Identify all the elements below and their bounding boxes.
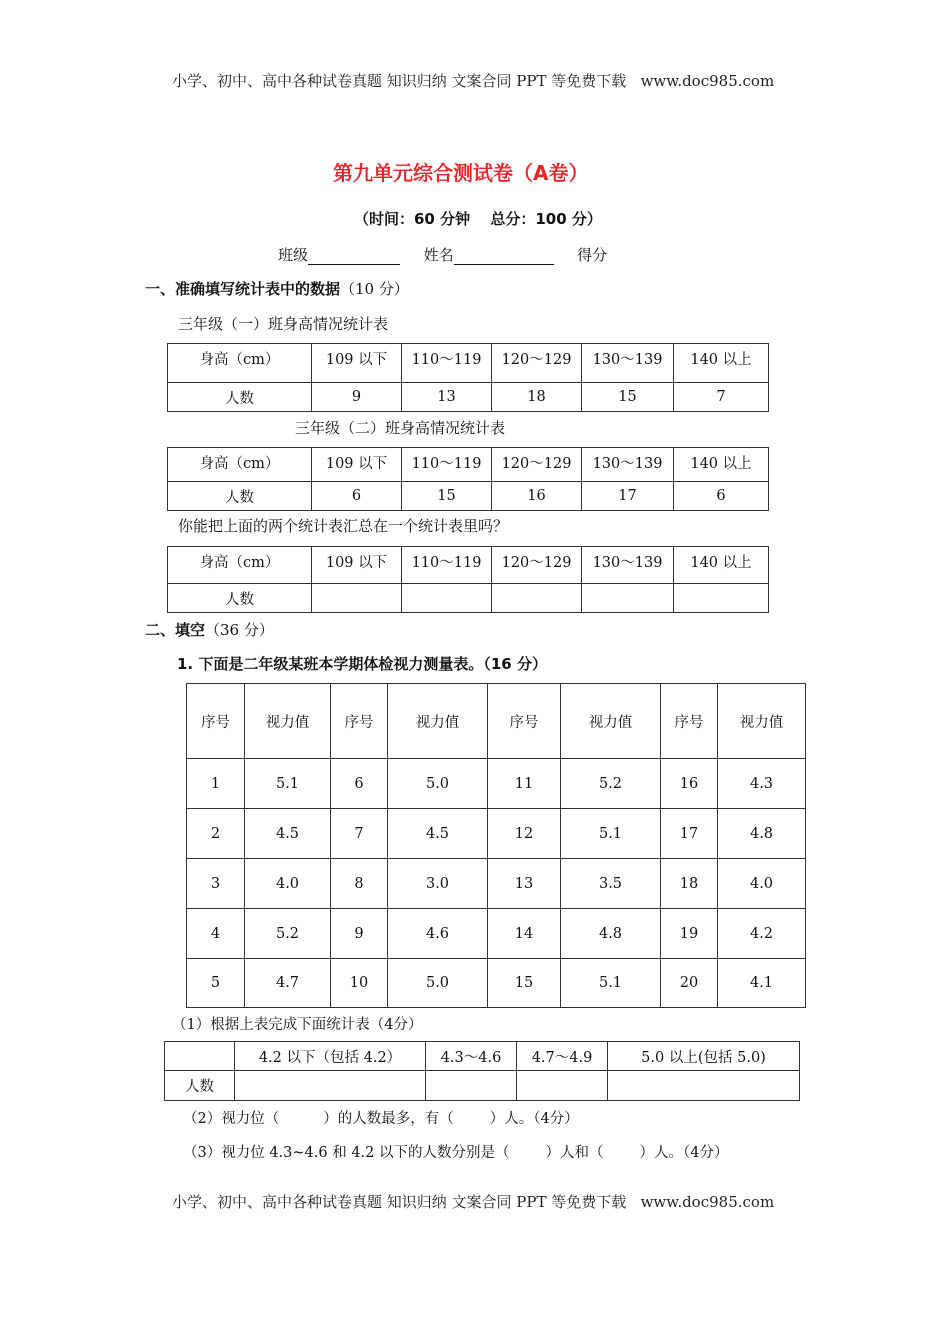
page-title: 第九单元综合测试卷（A卷）: [333, 161, 589, 185]
header-cell: 140 以上: [674, 547, 769, 584]
vision-header-cell: 视力值: [245, 684, 331, 759]
footer-watermark: [172, 1191, 774, 1212]
value-cell: 15: [402, 482, 492, 511]
vision-cell: 16: [661, 759, 718, 809]
value-cell: 17: [582, 482, 674, 511]
blank-cell[interactable]: [235, 1071, 426, 1101]
vision-cell: 18: [661, 859, 718, 909]
sub3-text-b: ）人和（: [545, 1145, 604, 1161]
blank-cell[interactable]: [426, 1071, 517, 1101]
vision-cell: 13: [488, 859, 561, 909]
table-row: [187, 759, 806, 809]
value-cell: 16: [492, 482, 582, 511]
header-cell: 110～119: [402, 344, 492, 383]
sub2-text-a: （2）视力位（: [183, 1111, 280, 1127]
vision-cell: 8: [331, 859, 388, 909]
vision-cell: 4.8: [561, 909, 661, 959]
header-cell: 130～139: [582, 547, 674, 584]
header-cell: 130～139: [582, 344, 674, 383]
header-cell: 140 以上: [674, 448, 769, 482]
vision-cell: 3.0: [388, 859, 488, 909]
vision-header-cell: 序号: [331, 684, 388, 759]
sub-question-2: [183, 1107, 579, 1128]
blank-cell[interactable]: [492, 584, 582, 613]
row-label: 人数: [168, 584, 312, 613]
vision-cell: 5.1: [561, 809, 661, 859]
vision-cell: 4.6: [388, 909, 488, 959]
table-row: [187, 809, 806, 859]
vision-cell: 4.8: [718, 809, 806, 859]
name-blank[interactable]: [454, 248, 554, 265]
section2-title: 二、填空: [145, 621, 206, 639]
stat-header-cell: 4.2 以下（包括 4.2）: [235, 1042, 426, 1071]
stat-header-cell: 4.3～4.6: [426, 1042, 517, 1071]
vision-cell: 6: [331, 759, 388, 809]
vision-header-cell: 视力值: [561, 684, 661, 759]
vision-cell: 4.5: [245, 809, 331, 859]
name-label: 姓名: [423, 246, 454, 264]
vision-cell: 5.1: [561, 959, 661, 1008]
vision-cell: 4.3: [718, 759, 806, 809]
section2-points: （36 分）: [205, 621, 274, 639]
value-cell: 18: [492, 383, 582, 412]
header-cell: 120～129: [492, 448, 582, 482]
vision-cell: 1: [187, 759, 245, 809]
sub2-text-b: ）的人数最多，有（: [323, 1111, 454, 1127]
blank-cell[interactable]: [582, 584, 674, 613]
table-row: [187, 859, 806, 909]
value-cell: 9: [312, 383, 402, 412]
exam-time-score: （时间：60 分钟 总分：100 分）: [354, 210, 602, 228]
vision-table: [186, 683, 806, 1008]
vision-cell: 19: [661, 909, 718, 959]
header-cell: 身高（cm）: [168, 547, 312, 584]
header-cell: 109 以下: [312, 344, 402, 383]
value-cell: 6: [674, 482, 769, 511]
header-watermark: [172, 70, 774, 91]
score-label: 得分: [577, 246, 608, 264]
question-1: 1. 下面是二年级某班本学期体检视力测量表。（16 分）: [177, 655, 547, 673]
header-cell: 身高（cm）: [168, 344, 312, 383]
vision-cell: 5.0: [388, 959, 488, 1008]
header-cell: 109 以下: [312, 547, 402, 584]
stat-header-cell: 4.7～4.9: [517, 1042, 608, 1071]
watermark-url: www.doc985.com: [640, 1193, 775, 1211]
section1-points: （10 分）: [340, 280, 409, 298]
section1-heading: [145, 278, 409, 299]
blank-cell[interactable]: [674, 584, 769, 613]
vision-cell: 5.2: [245, 909, 331, 959]
blank-cell[interactable]: [312, 584, 402, 613]
row-label: 人数: [168, 482, 312, 511]
vision-header-cell: 视力值: [718, 684, 806, 759]
vision-cell: 11: [488, 759, 561, 809]
vision-cell: 7: [331, 809, 388, 859]
sub3-text-c: ）人。（4分）: [639, 1145, 729, 1161]
row-label: 人数: [165, 1071, 235, 1101]
table-row: [187, 909, 806, 959]
header-cell: 110～119: [402, 448, 492, 482]
table-row: [187, 959, 806, 1008]
header-cell: 120～129: [492, 344, 582, 383]
blank-cell[interactable]: [402, 584, 492, 613]
vision-cell: 12: [488, 809, 561, 859]
vision-cell: 4.1: [718, 959, 806, 1008]
vision-cell: 5.0: [388, 759, 488, 809]
value-cell: 7: [674, 383, 769, 412]
watermark-url: www.doc985.com: [640, 72, 775, 90]
vision-header-cell: 序号: [661, 684, 718, 759]
vision-cell: 4.0: [245, 859, 331, 909]
header-cell: 110～119: [402, 547, 492, 584]
sub-question-1: （1）根据上表完成下面统计表（4分）: [172, 1017, 423, 1033]
vision-cell: 4.0: [718, 859, 806, 909]
vision-cell: 5.2: [561, 759, 661, 809]
header-cell: 109 以下: [312, 448, 402, 482]
header-cell: 140 以上: [674, 344, 769, 383]
vision-cell: 5: [187, 959, 245, 1008]
watermark-text: 小学、初中、高中各种试卷真题 知识归纳 文案合同 PPT 等免费下载: [172, 1193, 627, 1211]
sub3-text-a: （3）视力位 4.3~4.6 和 4.2 以下的人数分别是（: [183, 1145, 510, 1161]
vision-cell: 10: [331, 959, 388, 1008]
value-cell: 6: [312, 482, 402, 511]
vision-cell: 4.5: [388, 809, 488, 859]
vision-stat-table: [164, 1041, 800, 1101]
table1-caption: 三年级（一）班身高情况统计表: [178, 315, 389, 333]
vision-cell: 5.1: [245, 759, 331, 809]
watermark-text: 小学、初中、高中各种试卷真题 知识归纳 文案合同 PPT 等免费下载: [172, 72, 627, 90]
header-cell: 身高（cm）: [168, 448, 312, 482]
vision-cell: 20: [661, 959, 718, 1008]
sub-question-3: [183, 1141, 728, 1162]
vision-cell: 4: [187, 909, 245, 959]
vision-cell: 4.7: [245, 959, 331, 1008]
table2-caption: 三年级（二）班身高情况统计表: [295, 419, 506, 437]
blank-cell[interactable]: [517, 1071, 608, 1101]
vision-cell: 15: [488, 959, 561, 1008]
stat-header-cell: [165, 1042, 235, 1071]
vision-cell: 3.5: [561, 859, 661, 909]
value-cell: 15: [582, 383, 674, 412]
vision-cell: 4.2: [718, 909, 806, 959]
vision-cell: 17: [661, 809, 718, 859]
vision-header-cell: 视力值: [388, 684, 488, 759]
vision-cell: 9: [331, 909, 388, 959]
header-cell: 130～139: [582, 448, 674, 482]
vision-cell: 14: [488, 909, 561, 959]
sub2-text-c: ）人。（4分）: [489, 1111, 579, 1127]
class-blank[interactable]: [308, 248, 400, 265]
height-table-class2: [167, 447, 769, 511]
student-info-line: [278, 244, 607, 265]
stat-header-cell: 5.0 以上(包括 5.0): [608, 1042, 800, 1071]
header-cell: 120～129: [492, 547, 582, 584]
vision-header-cell: 序号: [187, 684, 245, 759]
height-table-class1: [167, 343, 769, 412]
vision-cell: 2: [187, 809, 245, 859]
blank-cell[interactable]: [608, 1071, 800, 1101]
section2-heading: [145, 619, 274, 640]
value-cell: 13: [402, 383, 492, 412]
class-label: 班级: [278, 246, 309, 264]
vision-cell: 3: [187, 859, 245, 909]
section1-title: 一、准确填写统计表中的数据: [145, 280, 341, 298]
row-label: 人数: [168, 383, 312, 412]
combined-height-table: [167, 546, 769, 613]
merge-question: 你能把上面的两个统计表汇总在一个统计表里吗？: [178, 517, 509, 535]
vision-header-cell: 序号: [488, 684, 561, 759]
